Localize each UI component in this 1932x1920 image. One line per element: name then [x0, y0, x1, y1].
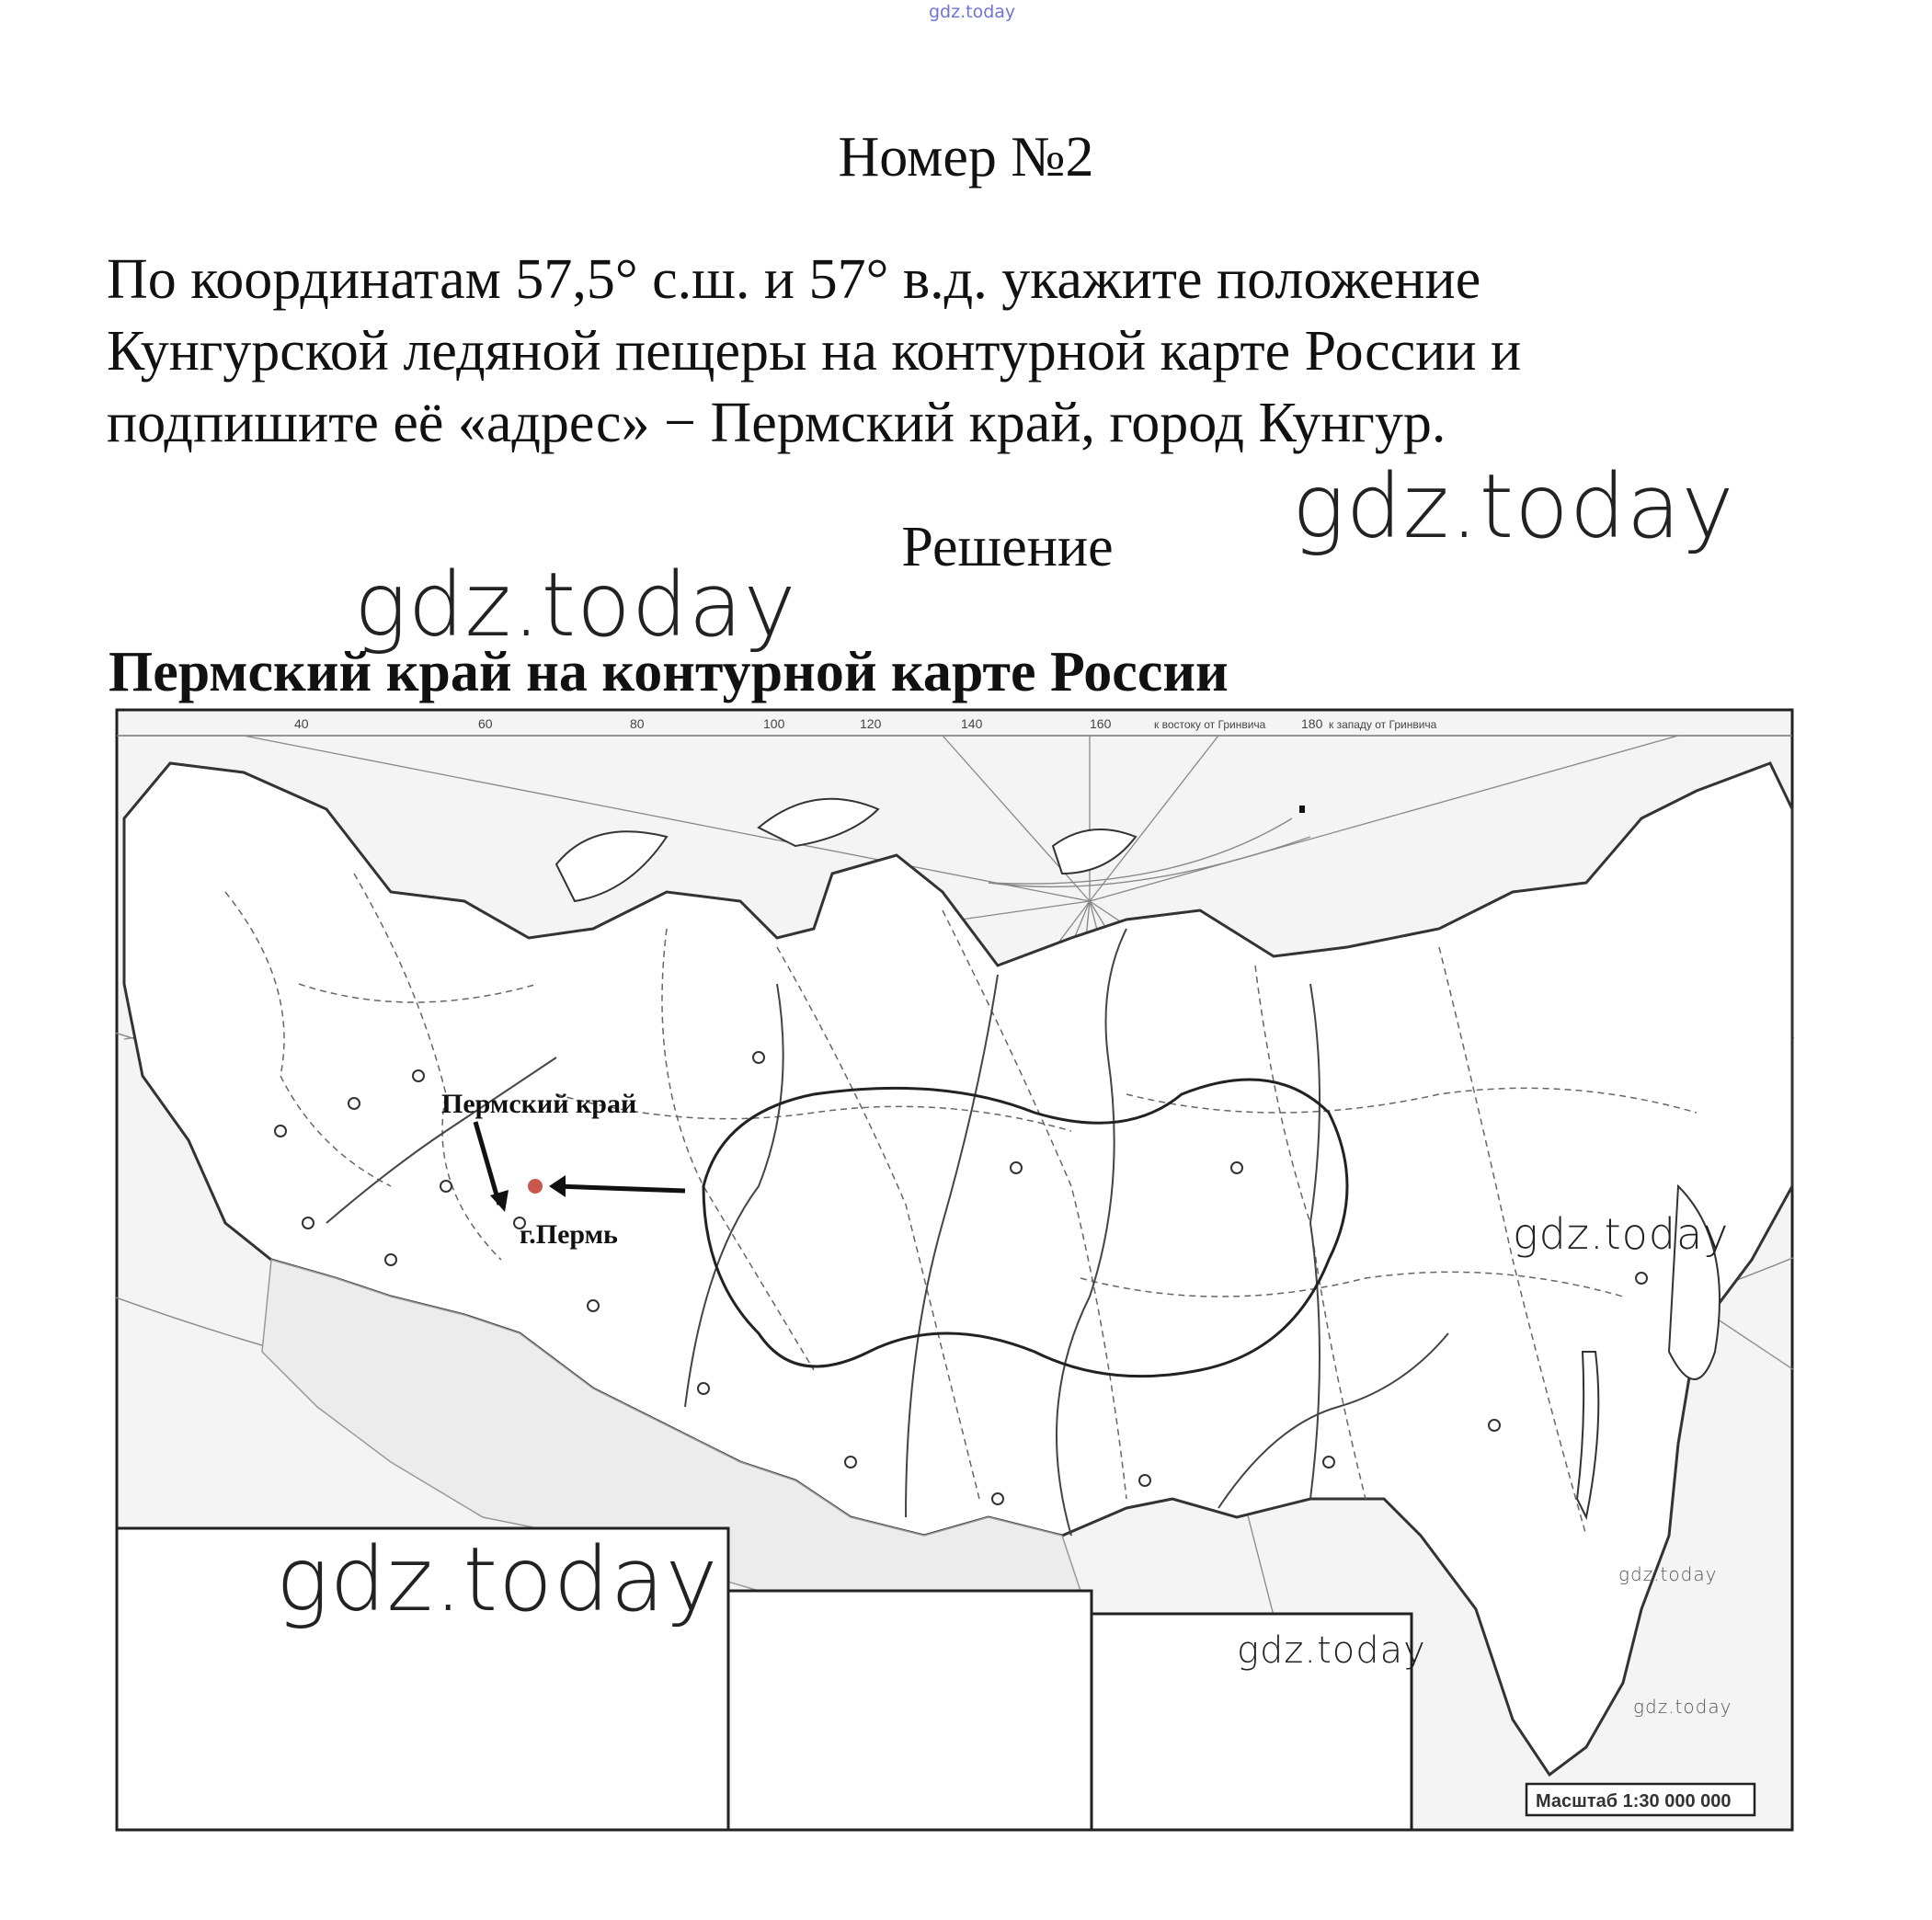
meridian-label-60: 60: [478, 716, 493, 731]
meridian-label-80: 80: [630, 716, 645, 731]
watermark-medium-bottom: gdz.today: [1237, 1629, 1426, 1672]
perm-marker: [528, 1179, 543, 1194]
task-line-1: По координатам 57,5° с.ш. и 57° в.д. укажите положение: [107, 248, 1481, 311]
watermark-medium-right: gdz.today: [1513, 1209, 1730, 1259]
contour-map: [115, 708, 1794, 1832]
scale-text: Масштаб 1:30 000 000: [1536, 1791, 1732, 1811]
label-perm-krai: Пермский край: [441, 1089, 637, 1119]
watermark-large-bottom: gdz.today: [276, 1528, 719, 1631]
watermark-small-2: gdz.today: [1633, 1696, 1732, 1718]
task-line-2: Кунгурской ледяной пещеры на контурной карте России и: [107, 320, 1522, 383]
meridian-label-160: 160: [1090, 716, 1112, 731]
watermark-small-1: gdz.today: [1618, 1563, 1718, 1585]
inset-box-2: [728, 1591, 1092, 1830]
watermark-large-right: gdz.today: [1292, 455, 1735, 558]
note-east: к востоку от Гринвича: [1154, 718, 1266, 731]
watermark-top: gdz.today: [929, 2, 1016, 22]
meridian-label-180: 180: [1301, 716, 1323, 731]
meridian-label-40: 40: [294, 716, 309, 731]
meridian-label-100: 100: [763, 716, 785, 731]
task-text: [107, 244, 1854, 459]
page-heading: Номер №2: [838, 126, 1094, 189]
meridian-label-140: 140: [961, 716, 983, 731]
meridian-label-120: 120: [860, 716, 882, 731]
solution-label: Решение: [901, 516, 1114, 578]
note-west: к западу от Гринвича: [1329, 718, 1437, 731]
task-line-3: подпишите её «адрес» − Пермский край, город Кунгур.: [107, 392, 1446, 454]
watermark-large-left: gdz.today: [354, 554, 797, 657]
map-title: Пермский край на контурной карте России: [109, 641, 1229, 703]
label-perm-city: г.Пермь: [520, 1219, 618, 1250]
